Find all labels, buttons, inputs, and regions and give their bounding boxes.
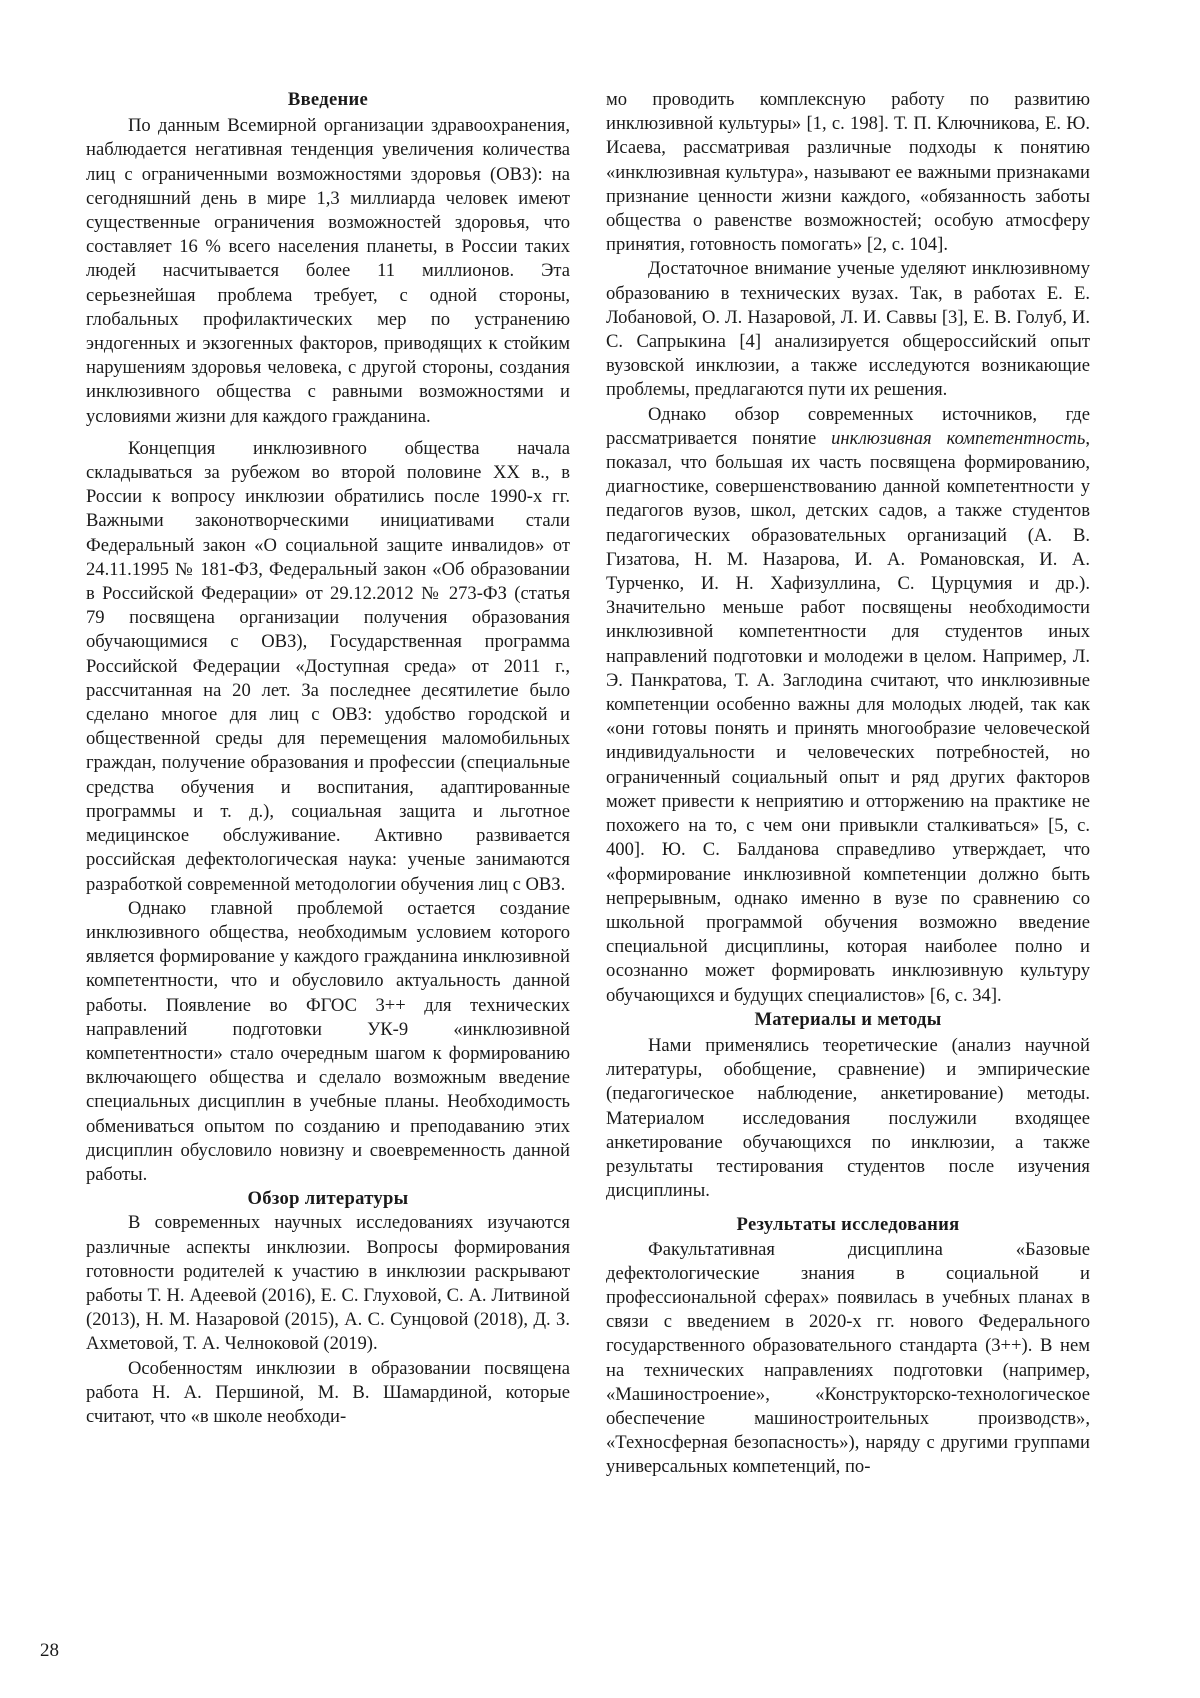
paragraph: Нами применялись теоретические (анализ научной литературы, обобщение, сравнение) и эмпирические (педагогическое наблюдение, анкетирование) методы. Материалом исследования послужили входящее анкетирование обучающихся по инклюзии, а также результаты тестирования студентов после изучения дисциплины. bbox=[606, 1034, 1090, 1202]
section-heading-introduction: Введение bbox=[287, 89, 369, 110]
left-column bbox=[86, 88, 570, 1429]
text-run: Однако обзор современных источников, где рассматривается понятие bbox=[606, 403, 1090, 449]
paragraph: Достаточное внимание ученые уделяют инклюзивному образованию в технических вузах. Так, в работах Е. Е. Лобановой, О. Л. Назаровой, Л. И. Саввы [3], Е. В. Голуб, И. С. Сапрыкина [4] анализируется общероссийский опыт вузовской инклюзии, а также исследуются возникающие проблемы, предлагаются пути их решения. bbox=[606, 258, 1090, 401]
paragraph: По данным Всемирной организации здравоохранения, наблюдается негативная тенденция увеличения количества лиц с ограниченными возможностями здоровья (ОВЗ): на сегодняшний день в мире 1,3 миллиарда человек имеют существенные ограничения возможностей здоровья, что составляет 16 % всего населения планеты, в России таких людей насчитывается более 11 миллионов. Эта серьезнейшая проблема требует, с одной стороны, глобальных профилактических мер по устранению эндогенных и экзогенных факторов, приводящих к стойким нарушениям здоровья человека, с другой стороны, создания инклюзивного общества с равными возможностями и условиями жизни для каждого гражданина. bbox=[86, 115, 570, 427]
italic-term: инклюзивная компетентность bbox=[831, 427, 1086, 449]
paragraph: Однако главной проблемой остается создание инклюзивного общества, необходимым условием которого является формирование у каждого гражданина инклюзивной компетентности, что и обусловило актуальность данной работы. Появление во ФГОС 3++ для технических направлений подготовки УК-9 «инклюзивной компетентности» стало очередным шагом к формированию включающего общества и сделало возможным введение специальных дисциплин в учебные планы. Необходимость обмениваться опытом по созданию и преподаванию этих дисциплин обусловило новизну и своевременность данной работы. bbox=[86, 897, 570, 1185]
paragraph: Особенностям инклюзии в образовании посвящена работа Н. А. Першиной, М. В. Шамардиной, которые считают, что «в школе необходи- bbox=[86, 1357, 570, 1427]
right-column bbox=[606, 88, 1090, 1480]
paragraph: В современных научных исследованиях изучаются различные аспекты инклюзии. Вопросы формирования готовности родителей к участию в инклюзии раскрывают работы Т. Н. Адеевой (2016), Е. С. Глуховой, С. А. Литвиной (2013), Н. М. Назаровой (2015), А. С. Сунцовой (2018), Д. З. Ахметовой, Т. А. Челноковой (2019). bbox=[86, 1212, 570, 1355]
paragraph bbox=[606, 403, 1090, 1008]
section-heading-literature-review: Обзор литературы bbox=[247, 1188, 409, 1210]
section-heading-results: Результаты исследования bbox=[736, 1214, 960, 1236]
article-page bbox=[86, 88, 1102, 1608]
section-heading-methods: Материалы и методы bbox=[754, 1008, 942, 1030]
page-number: 28 bbox=[40, 1640, 59, 1661]
paragraph-continued: мо проводить комплексную работу по развитию инклюзивной культуры» [1, с. 198]. Т. П. Ключникова, Е. Ю. Исаева, рассматривая различные подходы к понятию «инклюзивная культура», называют ее важными признаками признание ценности жизни каждого, «обязанность заботы общества о равенстве возможностей; особую атмосферу принятия, готовность помогать» [2, с. 104]. bbox=[606, 89, 1090, 256]
paragraph: Концепция инклюзивного общества начала складываться за рубежом во второй половине XX в., в России к вопросу инклюзии обратились после 1990-х гг. Важными законотворческими инициативами стали Федеральный закон «О социальной защите инвалидов» от 24.11.1995 № 181-ФЗ, Федеральный закон «Об образовании в Российской Федерации» от 29.12.2012 № 273-ФЗ (статья 79 посвящена организации получения образования обучающимися с ОВЗ), Государственная программа Российской Федерации «Доступная среда» от 2011 г., рассчитанная на 20 лет. За последнее десятилетие было сделано многое для лиц с ОВЗ: удобство городской и общественной среды для перемещения маломобильных граждан, получение образования и профессии (специальные средства обучения и воспитания, адаптированные программы и т. д.), социальная защита и льготное медицинское обслуживание. Активно развивается российская дефектологическая наука: ученые занимаются разработкой современной методологии обучения лиц с ОВЗ. bbox=[86, 437, 570, 895]
text-run: , показал, что большая их часть посвящена формированию, диагностике, совершенствованию данной компетентности у педагогов вузов, школ, детских садов, а также студентов педагогических образовательных организаций (А. В. Гизатова, Н. М. Назарова, И. А. Романовская, И. А. Турченко, И. Н. Хафизуллина, С. Цурцумия и др.). Значительно меньше работ посвящены необходимости инклюзивной компетентности для студентов иных направлений подготовки и молодежи в целом. Например, Л. Э. Панкратова, Т. А. Заглодина считают, что инклюзивные компетенции особенно важны для молодых людей, так как «они готовы понять и принять многообразие человеческой индивидуальности и человеческих потребностей, но ограниченный социальный опыт и ряд других факторов может привести к неприятию и отторжению на практике не похожего на то, с чем они привыкли сталкиваться» [5, с. 400]. Ю. С. Балданова справедливо утверждает, что «формирование инклюзивной компетенции должно быть непрерывным, однако именно в вузе по сравнению со школьной программой обучения возможно введение специальной дисциплины, которая наиболее полно и осознанно может формировать инклюзивную культуру обучающихся и будущих специалистов» [6, с. 34]. bbox=[606, 427, 1090, 1006]
paragraph: Факультативная дисциплина «Базовые дефектологические знания в социальной и профессиональной сферах» появилась в учебных планах в связи с введением в 2020-х гг. нового Федерального государственного образовательного стандарта (3++). В нем на технических направлениях подготовки (например, «Машиностроение», «Конструкторско-технологическое обеспечение машиностроительных производств», «Техносферная безопасность»), наряду с другими группами универсальных компетенций, по- bbox=[606, 1238, 1090, 1478]
